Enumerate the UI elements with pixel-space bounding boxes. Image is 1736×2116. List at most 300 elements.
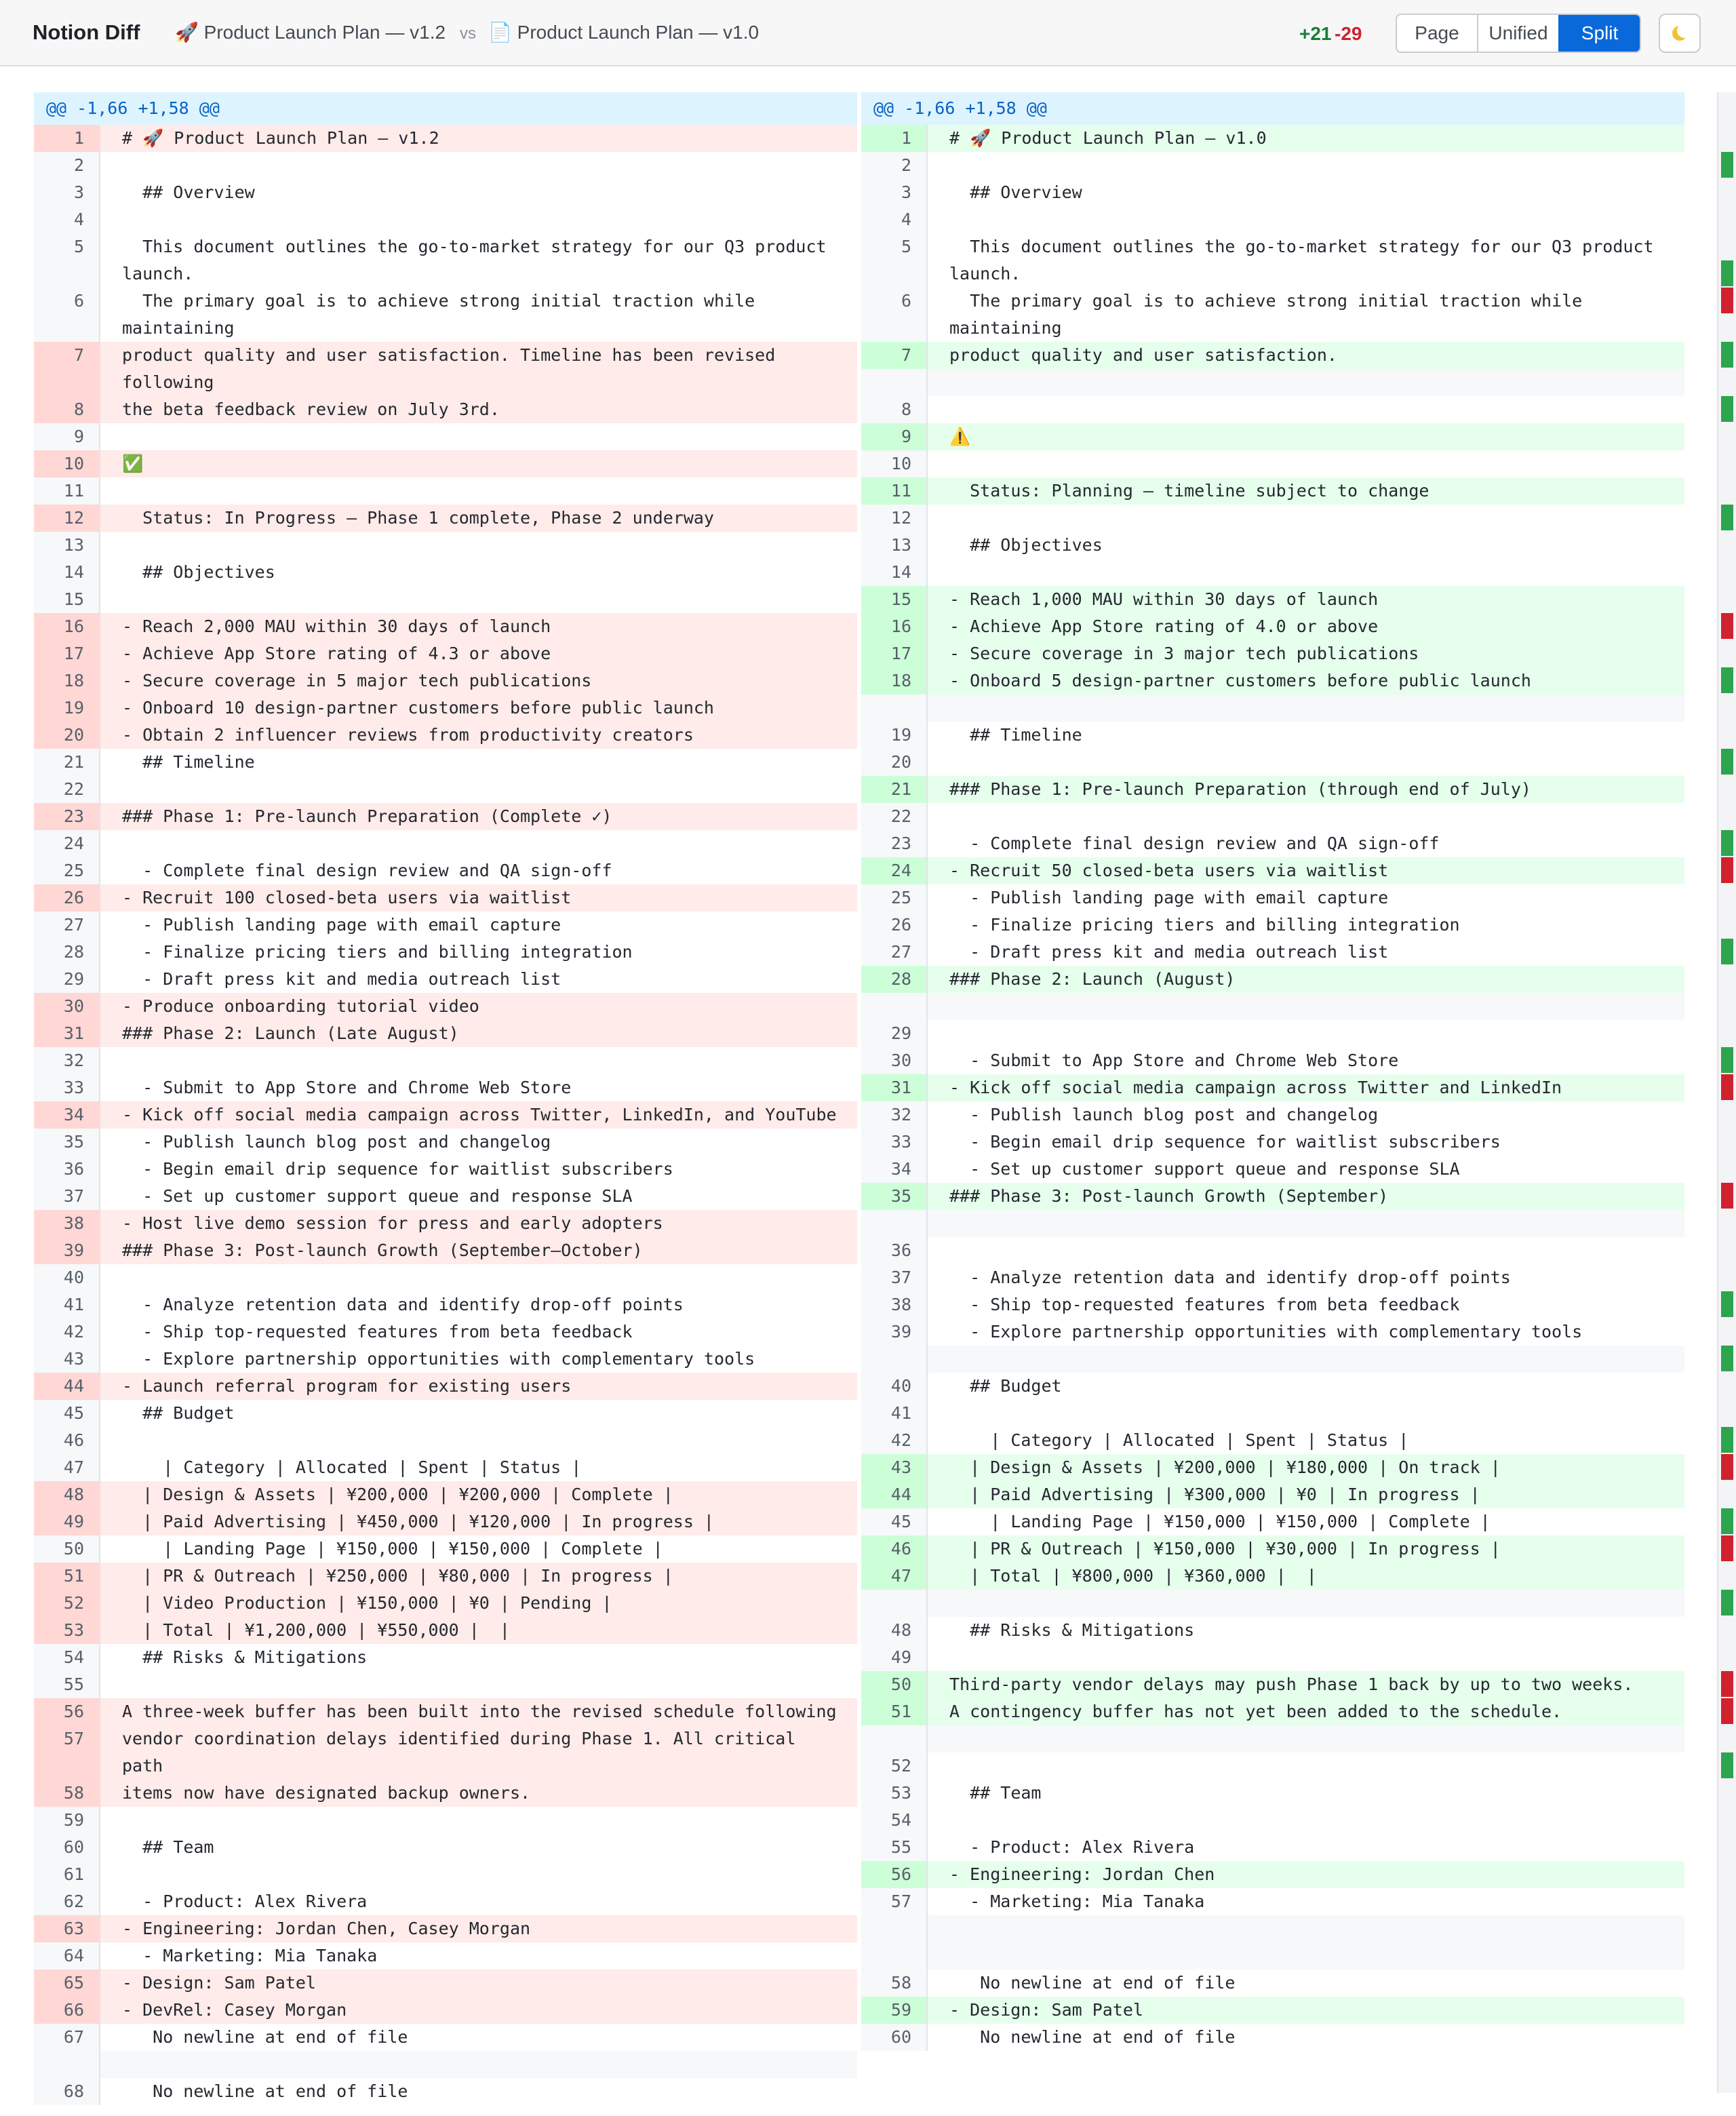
line-number: 38 (34, 1210, 100, 1237)
line-content: - Analyze retention data and identify drop-off points (949, 1268, 1511, 1287)
line-content: - Draft press kit and media outreach list (122, 969, 561, 989)
line-number: 9 (861, 423, 928, 450)
line-content: | Landing Page | ¥150,000 | ¥150,000 | Complete | (122, 1539, 663, 1559)
line-number: 1 (34, 125, 100, 152)
minimap-deleted-marker[interactable] (1721, 1183, 1733, 1209)
diff-context-line (861, 505, 1684, 532)
line-content: The primary goal is to achieve strong initial traction while maintaining (949, 291, 1593, 338)
line-content (928, 1644, 1684, 1671)
minimap-deleted-marker[interactable] (1721, 1698, 1733, 1724)
line-number: 38 (861, 1291, 928, 1318)
diff-added-line (861, 586, 1684, 613)
line-content: vendor coordination delays identified during Phase 1. All critical path (100, 1725, 857, 1780)
line-number: 58 (861, 1970, 928, 1997)
line-content: product quality and user satisfaction. (928, 342, 1684, 369)
line-number: 41 (861, 1400, 928, 1427)
line-content: - Submit to App Store and Chrome Web Store (949, 1051, 1399, 1070)
diff-context-line (34, 1346, 857, 1373)
line-content: - DevRel: Casey Morgan (100, 1997, 857, 2024)
line-content: This document outlines the go-to-market strategy for our Q3 product launch. (122, 237, 837, 283)
line-number: 4 (861, 206, 928, 233)
diff-deleted-line (34, 450, 857, 477)
line-content: No newline at end of file (949, 2027, 1236, 2047)
diff-context-line (861, 803, 1684, 830)
line-number: 25 (861, 884, 928, 912)
line-number: 55 (861, 1834, 928, 1861)
line-content: ⚠️ (928, 423, 1684, 450)
line-number: 66 (34, 1997, 100, 2024)
diff-filler-line (861, 694, 1684, 722)
line-number: 20 (34, 722, 100, 749)
line-number: 34 (861, 1156, 928, 1183)
line-number: 19 (34, 694, 100, 722)
line-content (100, 1807, 857, 1834)
line-number: 10 (861, 450, 928, 477)
diff-context-line (34, 912, 857, 939)
line-content: - Finalize pricing tiers and billing integration (122, 942, 633, 962)
minimap-deleted-marker[interactable] (1721, 1074, 1733, 1100)
diff-deleted-line (34, 640, 857, 667)
line-content: | Design & Assets | ¥200,000 | ¥180,000 | On track | (928, 1454, 1684, 1481)
right-diff-pane (861, 92, 1684, 2051)
diff-context-line (34, 1318, 857, 1346)
minimap-added-marker[interactable] (1721, 1508, 1733, 1534)
line-number: 52 (34, 1590, 100, 1617)
old-document-title[interactable]: 📄 Product Launch Plan — v1.0 (488, 22, 760, 43)
line-number: 13 (861, 532, 928, 559)
line-number (861, 694, 928, 722)
diff-context-line (34, 1807, 857, 1834)
line-number: 39 (861, 1318, 928, 1346)
line-content: - Reach 1,000 MAU within 30 days of launch (928, 586, 1684, 613)
line-content (100, 2051, 857, 2078)
diff-deleted-line (34, 993, 857, 1020)
line-content: - Marketing: Mia Tanaka (949, 1892, 1205, 1911)
diff-added-line (861, 857, 1684, 884)
line-number: 42 (861, 1427, 928, 1454)
line-number: 48 (34, 1481, 100, 1508)
minimap-added-marker[interactable] (1721, 1427, 1733, 1453)
line-content: - Complete final design review and QA sign-off (949, 834, 1440, 853)
diff-context-line (861, 1427, 1684, 1454)
line-number: 29 (34, 966, 100, 993)
line-number: 16 (861, 613, 928, 640)
line-number: 8 (34, 396, 100, 423)
diff-context-line (34, 2024, 857, 2051)
diff-context-line (34, 1400, 857, 1427)
diff-filler-line (861, 1915, 1684, 1970)
line-content: ### Phase 2: Launch (Late August) (100, 1020, 857, 1047)
line-content: - Finalize pricing tiers and billing integration (949, 915, 1460, 935)
line-content (928, 1915, 1684, 1970)
diff-deleted-line (34, 1780, 857, 1807)
line-content (100, 423, 857, 450)
line-number: 32 (34, 1047, 100, 1074)
line-number: 45 (861, 1508, 928, 1535)
line-content (928, 559, 1684, 586)
line-number: 46 (861, 1535, 928, 1563)
diff-deleted-line (34, 667, 857, 694)
line-content: ## Timeline (122, 752, 255, 772)
minimap-deleted-marker[interactable] (1721, 857, 1733, 883)
line-number: 47 (861, 1563, 928, 1590)
diff-context-line (34, 749, 857, 776)
minimap-added-marker[interactable] (1721, 505, 1733, 530)
diff-context-line (861, 1101, 1684, 1129)
line-content: ## Timeline (949, 725, 1082, 745)
line-number: 22 (34, 776, 100, 803)
minimap-added-marker[interactable] (1721, 939, 1733, 964)
line-number: 32 (861, 1101, 928, 1129)
line-content: # 🚀 Product Launch Plan — v1.2 (100, 125, 857, 152)
diff-deleted-line (34, 1617, 857, 1644)
line-number: 9 (34, 423, 100, 450)
line-number: 27 (34, 912, 100, 939)
diff-context-line (34, 966, 857, 993)
line-content (928, 993, 1684, 1020)
line-number: 67 (34, 2024, 100, 2051)
line-number: 8 (861, 396, 928, 423)
diff-context-line (34, 152, 857, 179)
line-content: This document outlines the go-to-market strategy for our Q3 product launch. (949, 237, 1664, 283)
line-number: 33 (861, 1129, 928, 1156)
line-content: ## Overview (949, 182, 1082, 202)
line-content: A contingency buffer has not yet been added to the schedule. (928, 1698, 1684, 1725)
line-number: 51 (34, 1563, 100, 1590)
line-number: 11 (861, 477, 928, 505)
diff-deleted-line (34, 613, 857, 640)
diff-context-line (861, 1780, 1684, 1807)
diff-filler-line (861, 1725, 1684, 1752)
diff-added-line (861, 1563, 1684, 1590)
diff-context-line (861, 2024, 1684, 2051)
line-number (861, 993, 928, 1020)
diff-context-line (861, 1129, 1684, 1156)
line-content: - Obtain 2 influencer reviews from productivity creators (100, 722, 857, 749)
diff-deleted-line (34, 1373, 857, 1400)
line-content: - Recruit 50 closed-beta users via waitlist (928, 857, 1684, 884)
diff-added-line (861, 1535, 1684, 1563)
line-number: 31 (34, 1020, 100, 1047)
line-number: 51 (861, 1698, 928, 1725)
line-content: - Achieve App Store rating of 4.3 or above (100, 640, 857, 667)
line-number: 44 (861, 1481, 928, 1508)
line-content: - Engineering: Jordan Chen, Casey Morgan (100, 1915, 857, 1942)
diff-deleted-line (34, 1020, 857, 1047)
minimap-added-marker[interactable] (1721, 1346, 1733, 1371)
line-number: 57 (861, 1888, 928, 1915)
diff-context-line (34, 1454, 857, 1481)
line-content: A three-week buffer has been built into the revised schedule following (100, 1698, 857, 1725)
line-content: - Secure coverage in 3 major tech publications (928, 640, 1684, 667)
diff-context-line (34, 1644, 857, 1671)
view-mode-toggle (1396, 14, 1641, 53)
hunk-header: @@ -1,66 +1,58 @@ (34, 92, 857, 125)
line-content: | Landing Page | ¥150,000 | ¥150,000 | Complete | (949, 1512, 1491, 1531)
line-content: ## Objectives (122, 562, 275, 582)
line-number (34, 2051, 100, 2078)
line-content (100, 1427, 857, 1454)
line-content (928, 1020, 1684, 1047)
line-content: ## Team (122, 1837, 214, 1857)
line-number: 40 (34, 1264, 100, 1291)
diff-context-line (861, 1047, 1684, 1074)
minimap-added-marker[interactable] (1721, 152, 1733, 178)
line-content (100, 1671, 857, 1698)
line-content (928, 369, 1684, 396)
line-content: - Analyze retention data and identify drop-off points (122, 1295, 684, 1314)
diff-filler-line (861, 369, 1684, 396)
line-number: 62 (34, 1888, 100, 1915)
line-content (928, 1400, 1684, 1427)
minimap-deleted-marker[interactable] (1721, 288, 1733, 313)
diff-added-line (861, 1183, 1684, 1210)
minimap-deleted-marker[interactable] (1721, 1535, 1733, 1561)
diff-deleted-line (34, 505, 857, 532)
line-content: ### Phase 3: Post-launch Growth (September) (928, 1183, 1684, 1210)
line-content (928, 1725, 1684, 1752)
line-content: the beta feedback review on July 3rd. (100, 396, 857, 423)
diff-filler-line (34, 2051, 857, 2078)
diff-added-line (861, 477, 1684, 505)
line-number: 54 (861, 1807, 928, 1834)
line-content: ## Risks & Mitigations (122, 1647, 368, 1667)
line-content: | Category | Allocated | Spent | Status | (949, 1430, 1409, 1450)
line-number: 12 (861, 505, 928, 532)
line-content: | Total | ¥800,000 | ¥360,000 | | (928, 1563, 1684, 1590)
line-content: | Total | ¥1,200,000 | ¥550,000 | | (100, 1617, 857, 1644)
minimap-deleted-marker[interactable] (1721, 613, 1733, 639)
line-number: 44 (34, 1373, 100, 1400)
line-number: 3 (861, 179, 928, 206)
diff-context-line (34, 477, 857, 505)
diff-context-line (861, 1400, 1684, 1427)
line-content: No newline at end of file (122, 2081, 408, 2101)
line-content: | Video Production | ¥150,000 | ¥0 | Pending | (100, 1590, 857, 1617)
minimap-added-marker[interactable] (1721, 1291, 1733, 1317)
diff-context-line (861, 396, 1684, 423)
line-number: 36 (34, 1156, 100, 1183)
line-number: 21 (34, 749, 100, 776)
line-content (928, 206, 1684, 233)
minimap-deleted-marker[interactable] (1721, 1454, 1733, 1480)
diff-context-line (861, 830, 1684, 857)
line-content: ## Budget (122, 1403, 235, 1423)
diff-added-line (861, 1481, 1684, 1508)
line-number: 60 (861, 2024, 928, 2051)
line-content (100, 206, 857, 233)
view-mode-split-button[interactable]: Split (1558, 15, 1640, 52)
line-number: 24 (34, 830, 100, 857)
diff-context-line (861, 1020, 1684, 1047)
line-content: - Publish launch blog post and changelog (949, 1105, 1379, 1124)
diff-context-line (861, 884, 1684, 912)
right-diff-rows (861, 125, 1684, 2051)
line-number: 43 (861, 1454, 928, 1481)
line-content (928, 1590, 1684, 1617)
diff-context-line (34, 1834, 857, 1861)
line-number: 47 (34, 1454, 100, 1481)
diff-context-line (34, 1074, 857, 1101)
diff-context-line (861, 450, 1684, 477)
line-content: items now have designated backup owners. (100, 1780, 857, 1807)
diff-deleted-line (34, 694, 857, 722)
line-content: ### Phase 1: Pre-launch Preparation (through end of July) (928, 776, 1684, 803)
diff-context-line (861, 1237, 1684, 1264)
diff-context-line (861, 179, 1684, 206)
line-content (100, 776, 857, 803)
line-content: ### Phase 3: Post-launch Growth (September–October) (100, 1237, 857, 1264)
minimap-added-marker[interactable] (1721, 396, 1733, 422)
diff-added-line (861, 1698, 1684, 1725)
minimap-added-marker[interactable] (1721, 342, 1733, 368)
line-content: No newline at end of file (949, 1973, 1236, 1993)
diff-deleted-line (34, 722, 857, 749)
line-content: Third-party vendor delays may push Phase 1 back by up to two weeks. (928, 1671, 1684, 1698)
theme-toggle-button[interactable] (1659, 14, 1701, 53)
line-number: 20 (861, 749, 928, 776)
line-content: - Marketing: Mia Tanaka (122, 1946, 378, 1965)
line-number: 25 (34, 857, 100, 884)
diff-added-line (861, 1671, 1684, 1698)
line-content: - Begin email drip sequence for waitlist subscribers (122, 1159, 673, 1179)
line-number: 22 (861, 803, 928, 830)
diff-context-line (34, 830, 857, 857)
diff-deleted-line (34, 1590, 857, 1617)
line-number: 34 (34, 1101, 100, 1129)
view-mode-unified-button[interactable]: Unified (1477, 15, 1558, 52)
line-number: 24 (861, 857, 928, 884)
diff-filler-line (861, 1346, 1684, 1373)
diff-added-line (861, 125, 1684, 152)
line-number: 5 (34, 233, 100, 288)
line-number: 55 (34, 1671, 100, 1698)
new-document-title[interactable]: 🚀 Product Launch Plan — v1.2 (175, 22, 446, 43)
diff-added-line (861, 667, 1684, 694)
line-content: - Host live demo session for press and early adopters (100, 1210, 857, 1237)
line-number: 15 (861, 586, 928, 613)
line-number: 60 (34, 1834, 100, 1861)
diff-context-line (861, 1888, 1684, 1915)
line-number: 30 (34, 993, 100, 1020)
line-content: - Explore partnership opportunities with complementary tools (949, 1322, 1583, 1341)
minimap-added-marker[interactable] (1721, 1047, 1733, 1073)
line-content (928, 1807, 1684, 1834)
line-number: 26 (861, 912, 928, 939)
diff-minimap[interactable] (1717, 92, 1736, 2093)
minimap-deleted-marker[interactable] (1721, 1671, 1733, 1697)
line-content (928, 450, 1684, 477)
diff-deleted-line (34, 342, 857, 396)
diff-context-line (861, 532, 1684, 559)
line-number: 17 (861, 640, 928, 667)
line-content (928, 803, 1684, 830)
line-number: 6 (34, 288, 100, 342)
line-number: 23 (861, 830, 928, 857)
line-number: 15 (34, 586, 100, 613)
line-number: 50 (861, 1671, 928, 1698)
line-number: 7 (34, 342, 100, 396)
diff-context-line (861, 1752, 1684, 1780)
line-number: 56 (861, 1861, 928, 1888)
line-number: 28 (34, 939, 100, 966)
line-number: 61 (34, 1861, 100, 1888)
line-number: 14 (861, 559, 928, 586)
line-number: 41 (34, 1291, 100, 1318)
line-content: - Set up customer support queue and response SLA (122, 1186, 633, 1206)
line-content (100, 1861, 857, 1888)
diff-context-line (34, 1942, 857, 1970)
versus-label: vs (460, 24, 476, 43)
line-content: ## Overview (122, 182, 255, 202)
line-number: 30 (861, 1047, 928, 1074)
line-number: 45 (34, 1400, 100, 1427)
line-number: 59 (861, 1997, 928, 2024)
diff-context-line (34, 559, 857, 586)
diff-added-line (861, 640, 1684, 667)
line-number: 18 (34, 667, 100, 694)
line-content: - Begin email drip sequence for waitlist subscribers (949, 1132, 1501, 1152)
diff-context-line (34, 233, 857, 288)
minimap-added-marker[interactable] (1721, 1752, 1733, 1778)
line-number: 14 (34, 559, 100, 586)
line-number (861, 1915, 928, 1970)
diff-context-line (861, 152, 1684, 179)
diff-added-line (861, 1997, 1684, 2024)
line-content: - Secure coverage in 5 major tech publications (100, 667, 857, 694)
diff-context-line (861, 1318, 1684, 1346)
diff-deleted-line (34, 1970, 857, 1997)
diff-context-line (34, 206, 857, 233)
line-content: ## Objectives (949, 535, 1103, 555)
line-content (100, 152, 857, 179)
line-number: 1 (861, 125, 928, 152)
line-number (861, 1210, 928, 1237)
minimap-added-marker[interactable] (1721, 830, 1733, 856)
line-number: 39 (34, 1237, 100, 1264)
line-number: 17 (34, 640, 100, 667)
hunk-header: @@ -1,66 +1,58 @@ (861, 92, 1684, 125)
minimap-added-marker[interactable] (1721, 1590, 1733, 1615)
line-content: - Ship top-requested features from beta feedback (949, 1295, 1460, 1314)
line-content: ### Phase 2: Launch (August) (928, 966, 1684, 993)
line-number: 40 (861, 1373, 928, 1400)
diff-deleted-line (34, 1563, 857, 1590)
diff-filler-line (861, 1590, 1684, 1617)
diff-context-line (861, 1970, 1684, 1997)
line-number: 48 (861, 1617, 928, 1644)
diff-context-line (34, 1264, 857, 1291)
line-content (100, 1047, 857, 1074)
view-mode-page-button[interactable]: Page (1415, 22, 1459, 43)
minimap-added-marker[interactable] (1721, 749, 1733, 775)
line-number: 50 (34, 1535, 100, 1563)
line-content (928, 1346, 1684, 1373)
diff-added-line (861, 966, 1684, 993)
minimap-added-marker[interactable] (1721, 260, 1733, 286)
app-title: Notion Diff (33, 20, 140, 44)
moon-icon (1672, 26, 1687, 41)
diff-context-line (34, 1861, 857, 1888)
diff-deleted-line (34, 1698, 857, 1725)
line-content: - Design: Sam Patel (100, 1970, 857, 1997)
line-content: ## Risks & Mitigations (949, 1620, 1195, 1640)
minimap-added-marker[interactable] (1721, 667, 1733, 693)
diff-added-line (861, 1861, 1684, 1888)
diff-context-line (861, 939, 1684, 966)
line-content: - Kick off social media campaign across Twitter, LinkedIn, and YouTube (100, 1101, 857, 1129)
line-number: 35 (34, 1129, 100, 1156)
